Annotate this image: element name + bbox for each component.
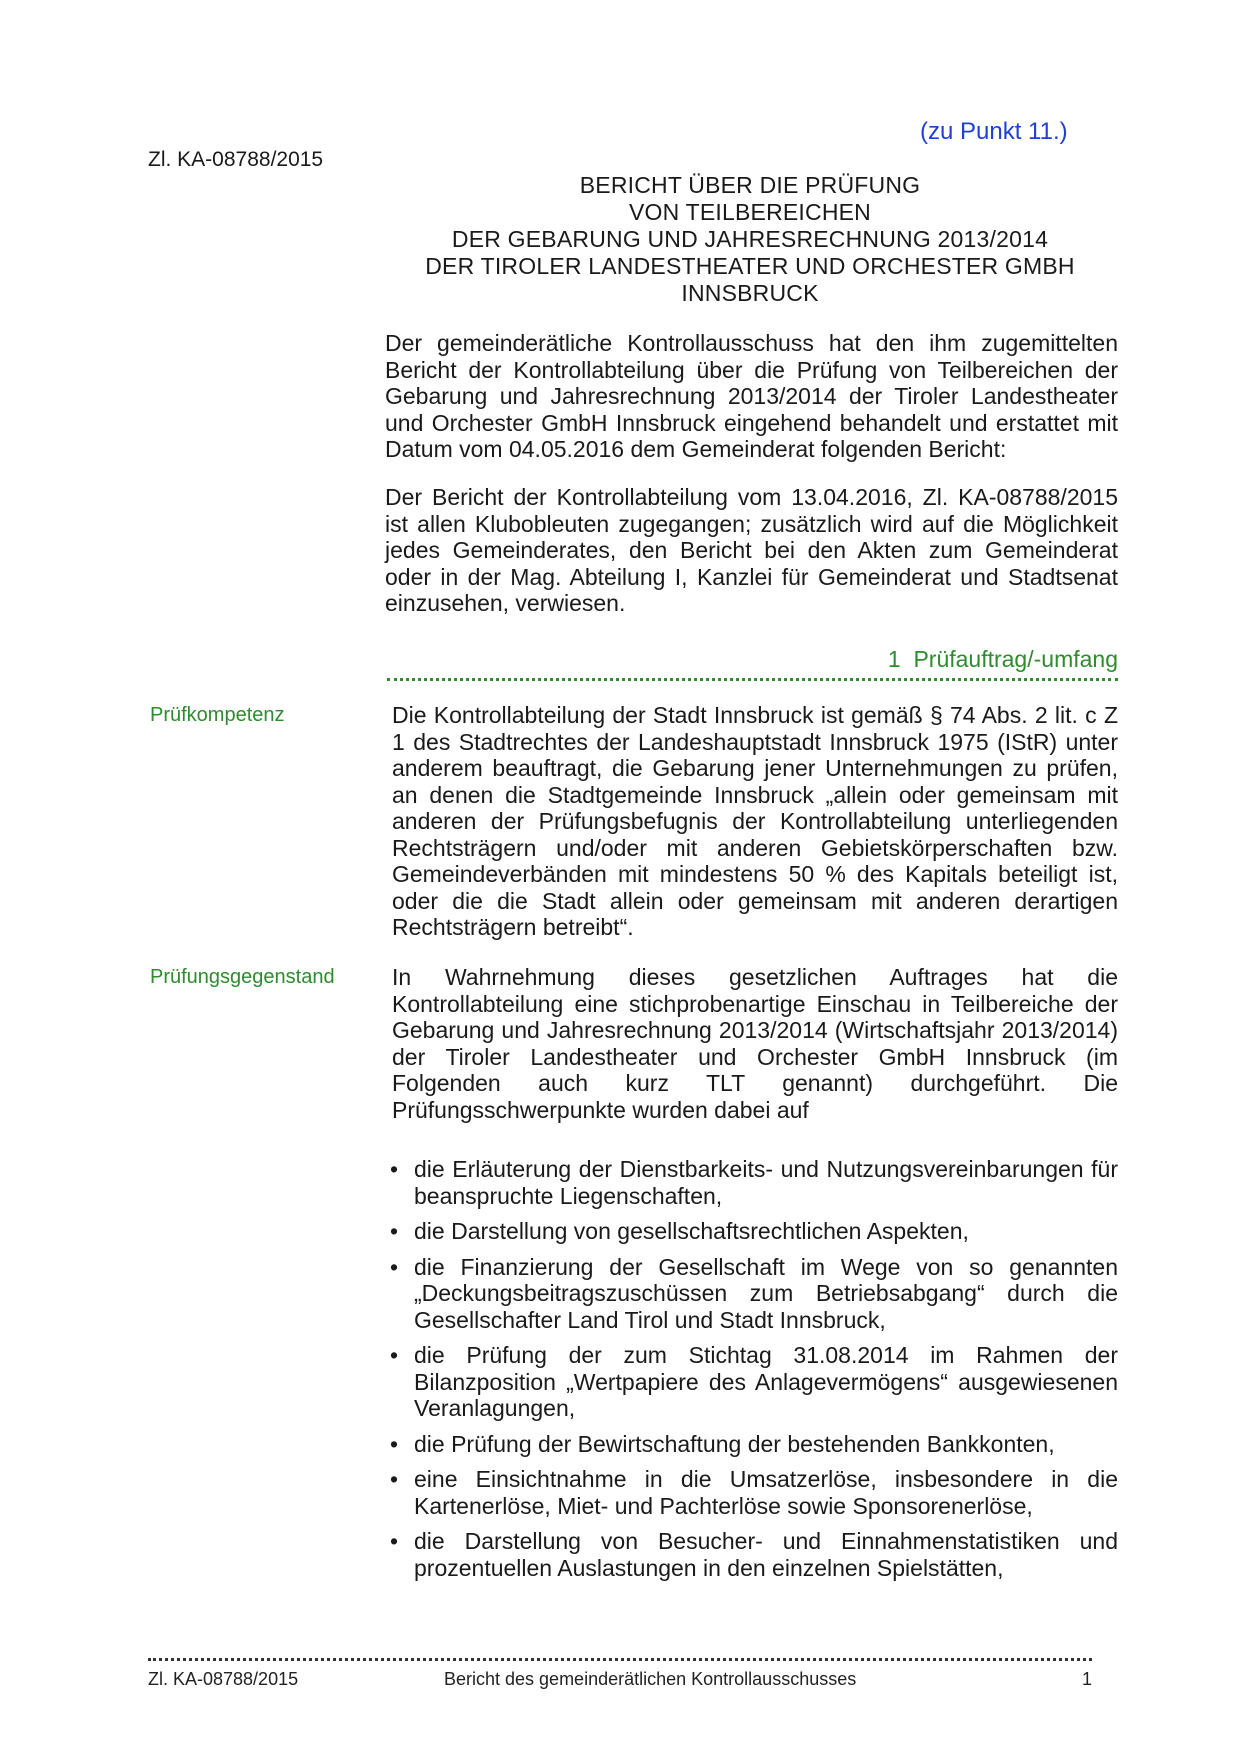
bullet-icon: • [390, 1342, 399, 1368]
bullet-icon: • [390, 1156, 399, 1182]
intro-paragraph: Der Bericht der Kontrollabteilung vom 13.04.2016, Zl. KA-08788/2015 ist allen Klubobleuten zugegangen; zusätzlich wird auf die Möglichkeit jedes Gemeinderates, den Bericht bei den Akten zum Gemeinderat oder in der Mag. Abteilung I, Kanzlei für Gemeinderat und Stadtsenat einzusehen, verwiesen. [385, 484, 1118, 616]
intro-paragraph: Der gemeinderätliche Kontrollausschuss hat den ihm zugemittelten Bericht der Kontrollabteilung über die Prüfung von Teilbereichen der Gebarung und Jahresrechnung 2013/2014 der Tiroler Landestheater und Orchester GmbH Innsbruck eingehend behandelt und erstattet mit Datum vom 04.05.2016 dem Gemeinderat folgenden Bericht: [385, 330, 1118, 462]
title-line: BERICHT ÜBER DIE PRÜFUNG [579, 172, 921, 198]
list-item [390, 1528, 1118, 1581]
title-line: INNSBRUCK [681, 280, 819, 306]
title-line: DER TIROLER LANDESTHEATER UND ORCHESTER GMBH [425, 253, 1075, 279]
list-item [390, 1218, 1118, 1245]
agenda-point-note: (zu Punkt 11.) [920, 118, 1068, 145]
footer-file-number: Zl. KA-08788/2015 [148, 1669, 299, 1689]
bullet-icon: • [390, 1430, 399, 1457]
bullet-icon: • [390, 1218, 399, 1244]
list-item [390, 1254, 1118, 1334]
section-divider [387, 678, 1118, 681]
list-item-text: die Prüfung der zum Stichtag 31.08.2014 im Rahmen der Bilanzposition „Wertpapiere des Anlagevermögens“ ausgewiesenen Veranlagungen, [414, 1342, 1118, 1421]
bullet-icon: • [390, 1466, 399, 1492]
list-item [390, 1431, 1118, 1458]
report-title [380, 172, 1120, 307]
list-item-text: die Finanzierung der Gesellschaft im Wege von so genannten „Deckungsbeitragszuschüssen zum Betriebsabgang“ durch die Gesellschafter Land Tirol und Stadt Innsbruck, [414, 1253, 1118, 1333]
bullet-icon: • [390, 1253, 399, 1280]
kompetenz-paragraph: Die Kontrollabteilung der Stadt Innsbruck ist gemäß § 74 Abs. 2 lit. c Z 1 des Stadtrechtes der Landeshauptstadt Innsbruck 1975 (IStR) unter anderem beauftragt, die Gebarung jener Unternehmungen zu prüfen, an denen die Stadtgemeinde Innsbruck „allein oder gemeinsam mit anderen der Prüfungsbefugnis der Kontrollabteilung unterliegenden Rechtsträgern und/oder mit anderen Gebietskörperschaften bzw. Gemeindeverbänden mit mindestens 50 % des Kapitals beteiligt ist, oder die die Stadt allein oder gemeinsam mit anderen derartigen Rechtsträgern betreibt“. [392, 702, 1118, 940]
margin-label-pruefkompetenz: Prüfkompetenz [150, 704, 285, 726]
list-item-text: die Prüfung der Bewirtschaftung der bestehenden Bankkonten, [414, 1430, 1055, 1457]
page-number: 1 [1082, 1669, 1093, 1689]
bullet-icon: • [390, 1528, 399, 1554]
list-item-text: die Erläuterung der Dienstbarkeits- und Nutzungsvereinbarungen für beanspruchte Liegenschaften, [414, 1156, 1118, 1209]
list-item-text: eine Einsichtnahme in die Umsatzerlöse, insbesondere in die Kartenerlöse, Miet- und Pachterlöse sowie Sponsorenerlöse, [414, 1466, 1118, 1519]
title-line: DER GEBARUNG UND JAHRESRECHNUNG 2013/2014 [451, 226, 1049, 252]
focus-list [390, 1156, 1118, 1590]
footer-divider [148, 1658, 1092, 1661]
section-title: Prüfauftrag/-umfang [913, 646, 1118, 672]
footer-title: Bericht des gemeinderätlichen Kontrollausschusses [444, 1669, 857, 1689]
title-line: VON TEILBEREICHEN [629, 199, 871, 225]
margin-label-pruefungsgegenstand: Prüfungsgegenstand [150, 966, 335, 988]
list-item-text: die Darstellung von Besucher- und Einnahmenstatistiken und prozentuellen Auslastungen in den einzelnen Spielstätten, [414, 1528, 1118, 1581]
list-item-text: die Darstellung von gesellschaftsrechtlichen Aspekten, [414, 1218, 969, 1244]
list-item [390, 1466, 1118, 1519]
gegenstand-paragraph: In Wahrnehmung dieses gesetzlichen Auftrages hat die Kontrollabteilung eine stichprobenartige Einschau in Teilbereiche der Gebarung und Jahresrechnung 2013/2014 (Wirtschaftsjahr 2013/2014) der Tiroler Landestheater und Orchester GmbH Innsbruck (im Folgenden auch kurz TLT genannt) durchgeführt. Die Prüfungsschwerpunkte wurden dabei auf [392, 964, 1118, 1123]
section-number: 1 [887, 646, 901, 672]
section-heading [385, 646, 1118, 673]
file-number: Zl. KA-08788/2015 [148, 148, 324, 171]
list-item [390, 1156, 1118, 1209]
list-item [390, 1342, 1118, 1422]
